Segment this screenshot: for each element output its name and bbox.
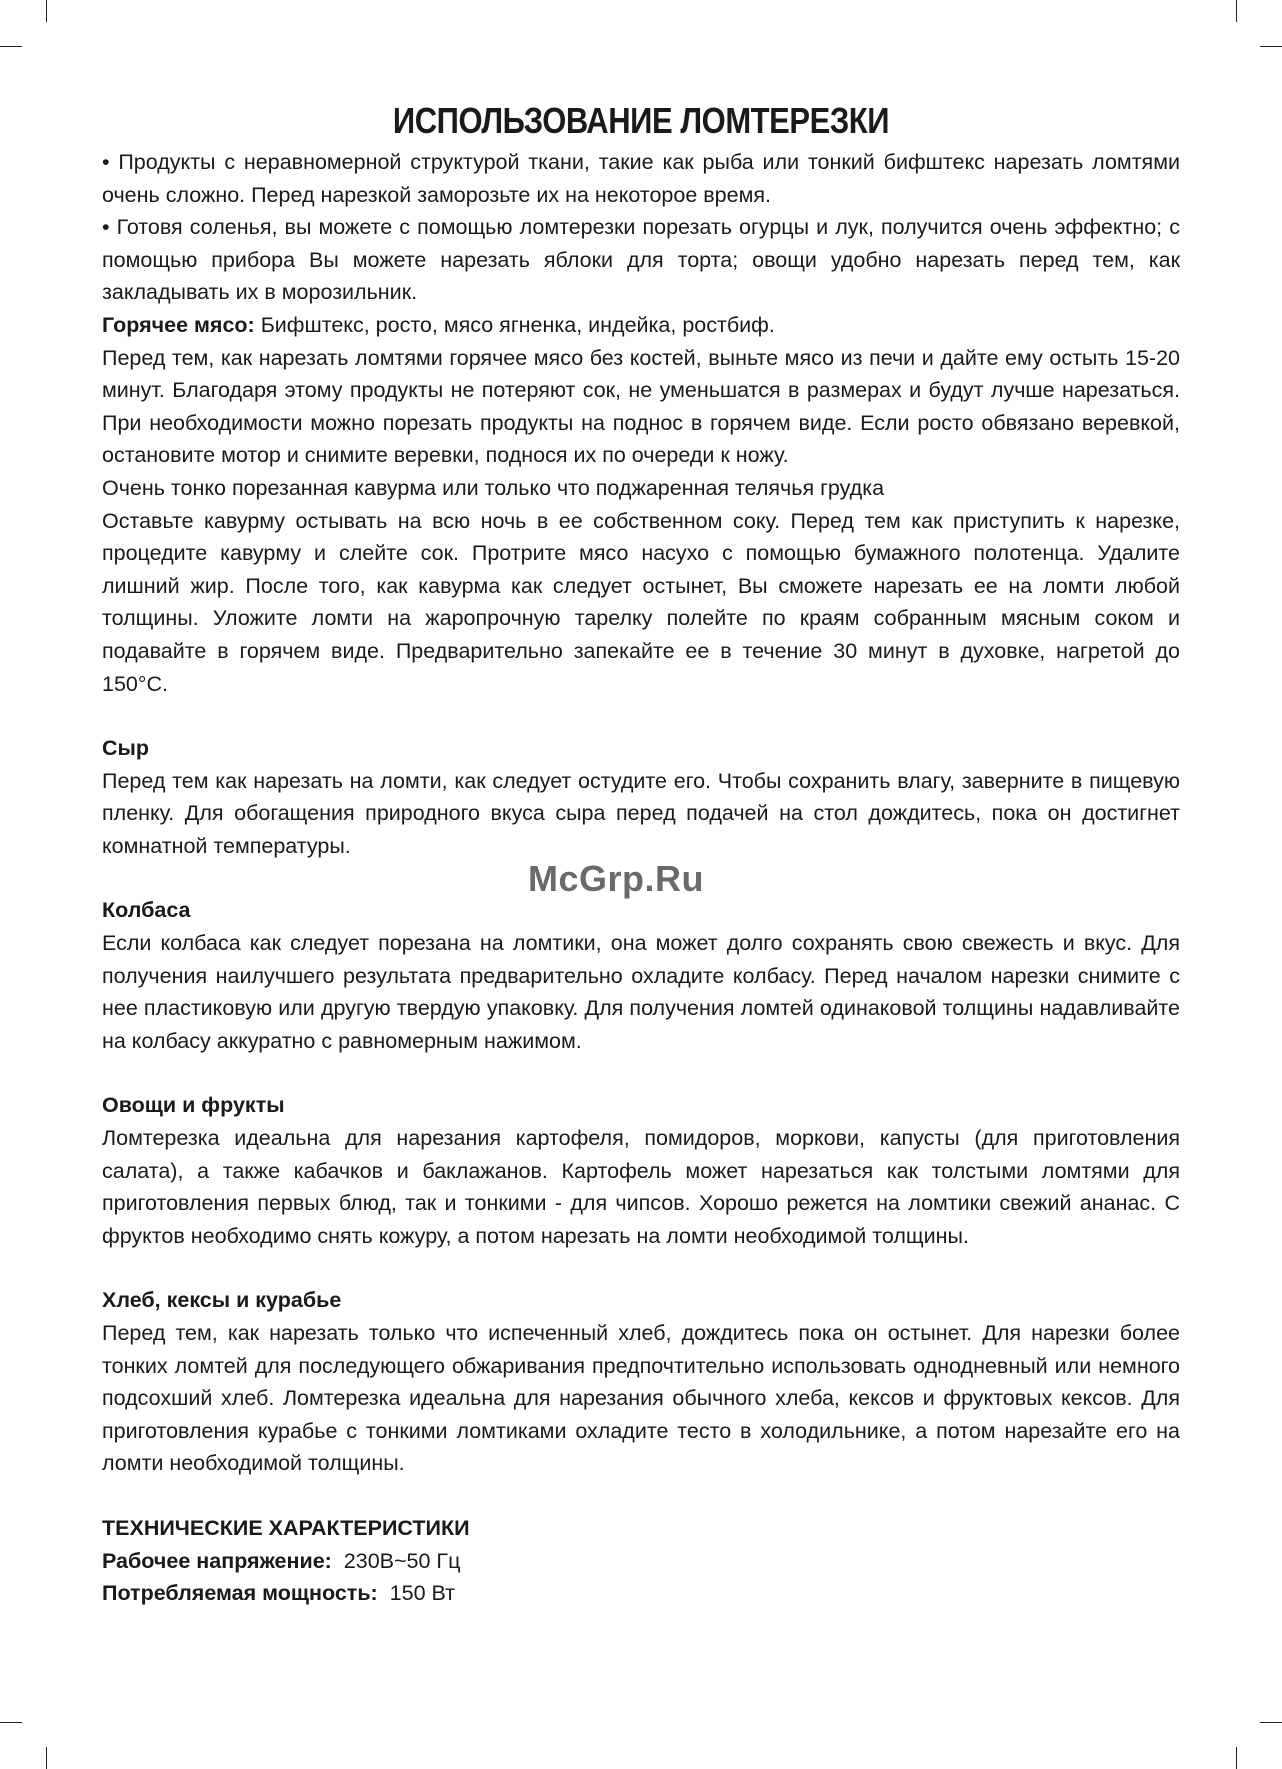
watermark: McGrp.Ru [528, 858, 705, 899]
hot-meat-paragraph: Перед тем, как нарезать ломтями горячее мясо без костей, выньте мясо из печи и дайте ему остыть 15-20 минут. Благодаря этому продукты не потеряют сок, не уменьшатся в размерах и будут лучше нарезаться. При необходимости можно порезать продукты на поднос в горячем виде. Если росто обвязано веревкой, остановите мотор и снимите веревки, поднося их по очереди к ножу. [102, 345, 1180, 468]
hot-meat-list: Бифштекс, росто, мясо ягненка, индейка, ростбиф. [254, 312, 775, 337]
section-text-vegetables: Ломтерезка идеальна для нарезания картофеля, помидоров, моркови, капусты (для приготовления салата), а также кабачков и баклажанов. Картофель может нарезаться как толстыми ломтями для приготовления первых блюд, так и тонкими - для чипсов. Хорошо режется на ломтики свежий ананас. С фруктов необходимо снять кожуру, а потом нарезать на ломти необходимой толщины. [102, 1126, 1180, 1248]
crop-mark [0, 1722, 22, 1723]
section-text-bread: Перед тем, как нарезать только что испеченный хлеб, дождитесь пока он остынет. Для нарезки более тонких ломтей для последующего обжаривания предпочтительно использовать однодневный или немного подсохший хлеб. Ломтерезка идеальна для нарезания обычного хлеба, кексов и фруктовых кексов. Для приготовления курабье с тонкими ломтиками охладите тесто в холодильнике, а потом нарезайте его на ломти необходимой толщины. [102, 1321, 1180, 1476]
crop-mark [1260, 1722, 1282, 1723]
hot-meat-label: Горячее мясо: [102, 312, 255, 337]
hot-meat-subtitle: Очень тонко порезанная кавурма или только что поджаренная телячья грудка [102, 475, 885, 500]
hot-meat-line [102, 309, 1180, 342]
crop-mark [1236, 1747, 1237, 1769]
section-heading-bread: Хлеб, кексы и курабье [102, 1288, 342, 1313]
section-heading-cheese: Сыр [102, 736, 150, 761]
crop-mark [1260, 46, 1282, 47]
crop-mark [1236, 0, 1237, 22]
crop-mark [0, 46, 22, 47]
hot-meat-paragraph: Оставьте кавурму остывать на всю ночь в ее собственном соку. Перед тем как приступить к нарезке, процедите кавурму и слейте сок. Протрите мясо насухо с помощью бумажного полотенца. Удалите лишний жир. После того, как кавурма как следует остынет, Вы сможете нарезать ее на ломти любой толщины. Уложите ломти на жаропрочную тарелку полейте по краям собранным мясным соком и подавайте в горячем виде. Предварительно запекайте ее в течение 30 минут в духовке, нагретой до 150°С. [102, 508, 1180, 696]
intro-bullet: • Готовя соленья, вы можете с помощью ломтерезки порезать огурцы и лук, получится очень эффектно; с помощью прибора Вы можете нарезать яблоки для торта; овощи удобно нарезать перед тем, как закладывать их в морозильник. [102, 215, 1180, 305]
spec-voltage-value: 230В~50 Гц [331, 1548, 461, 1573]
spec-power-value: 150 Вт [377, 1581, 455, 1606]
section-heading-vegetables: Овощи и фрукты [102, 1093, 285, 1118]
spec-power-label: Потребляемая мощность: [102, 1581, 378, 1606]
spec-voltage [102, 1545, 1180, 1578]
intro-bullet: • Продукты с неравномерной структурой ткани, такие как рыба или тонкий бифштекс нарезать ломтями очень сложно. Перед нарезкой заморозьте их на некоторое время. [102, 150, 1180, 207]
spec-voltage-label: Рабочее напряжение: [102, 1548, 332, 1573]
section-text-sausage: Если колбаса как следует порезана на ломтики, она может долго сохранять свою свежесть и вкус. Для получения наилучшего результата предварительно охладите колбасу. Перед началом нарезки снимите с нее пластиковую или другую твердую упаковку. Для получения ломтей одинаковой толщины надавливайте на колбасу аккуратно с равномерным нажимом. [102, 931, 1180, 1053]
spec-power [102, 1577, 1180, 1610]
crop-mark [46, 1747, 47, 1769]
section-text-cheese: Перед тем как нарезать на ломти, как следует остудите его. Чтобы сохранить влагу, заверните в пищевую пленку. Для обогащения природного вкуса сыра перед подачей на стол дождитесь, пока он достигнет комнатной температуры. [102, 768, 1180, 858]
section-heading-sausage: Колбаса [102, 898, 191, 923]
specs-heading: ТЕХНИЧЕСКИЕ ХАРАКТЕРИСТИКИ [102, 1515, 470, 1540]
page-title: ИСПОЛЬЗОВАНИЕ ЛОМТЕРЕЗКИ [392, 100, 890, 141]
crop-mark [46, 0, 47, 22]
document-page [102, 100, 1180, 1610]
